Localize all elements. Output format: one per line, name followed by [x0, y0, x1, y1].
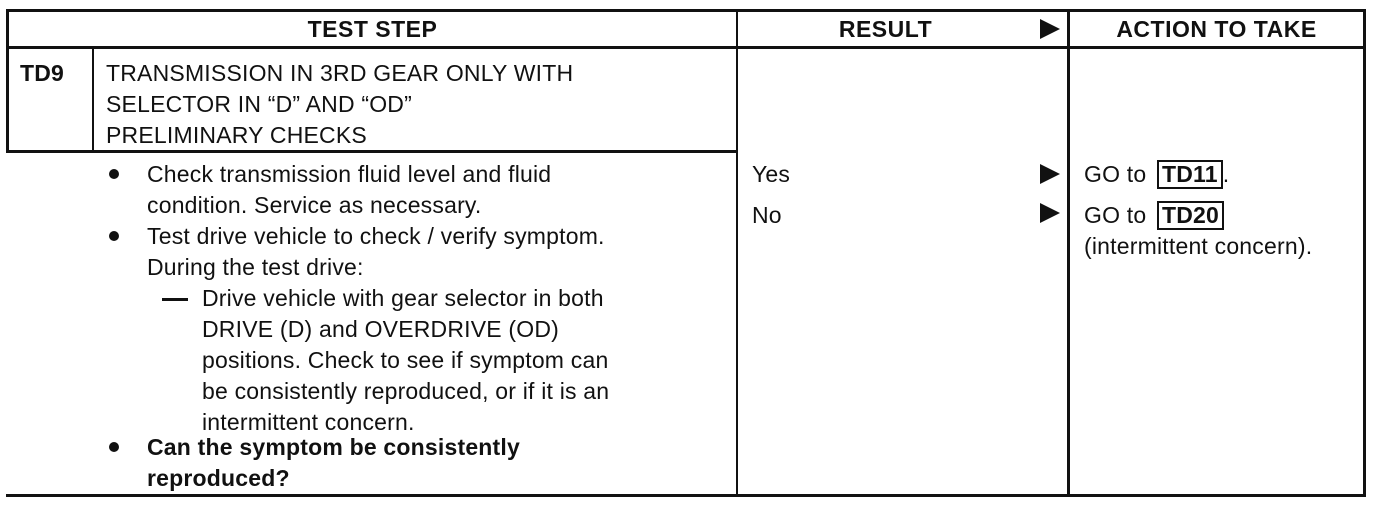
- header-bottom-border: [6, 46, 1366, 49]
- table-bottom-border: [6, 494, 1366, 497]
- procedure-line: be consistently reproduced, or if it is an: [202, 378, 610, 404]
- bullet-icon: [109, 231, 119, 241]
- procedure-line: Drive vehicle with gear selector in both: [202, 285, 604, 311]
- result-yes-arrow-icon: [1040, 164, 1060, 184]
- procedure-line: During the test drive:: [147, 254, 364, 280]
- header-result: RESULT: [838, 15, 933, 42]
- action-no: [1084, 200, 1312, 262]
- result-no-arrow-icon: [1040, 203, 1060, 223]
- header-arrow-icon: [1040, 19, 1060, 39]
- bullet-icon: [109, 442, 119, 452]
- action-no-note: (intermittent concern).: [1084, 233, 1313, 259]
- procedure-sub-item: [202, 283, 609, 438]
- column-divider-step-result: [736, 9, 738, 497]
- procedure-line: DRIVE (D) and OVERDRIVE (OD): [202, 316, 560, 342]
- step-id: TD9: [20, 60, 65, 86]
- procedure-line: Check transmission fluid level and fluid: [147, 161, 552, 187]
- dash-icon: [162, 298, 188, 301]
- procedure-line: reproduced?: [147, 465, 290, 491]
- result-yes: Yes: [752, 161, 791, 187]
- step-title: [106, 58, 573, 151]
- action-go-to-label: GO to: [1084, 202, 1147, 228]
- procedure-line: intermittent concern.: [202, 409, 415, 435]
- action-yes: [1084, 159, 1229, 190]
- header-test-step: TEST STEP: [307, 15, 438, 42]
- procedure-line: Can the symptom be consistently: [147, 434, 520, 460]
- action-ref-td20-link[interactable]: TD20: [1157, 201, 1224, 230]
- procedure-line: Test drive vehicle to check / verify symptom.: [147, 223, 605, 249]
- column-divider-result-action: [1067, 9, 1070, 497]
- procedure-line: positions. Check to see if symptom can: [202, 347, 609, 373]
- procedure-bullet-1: [147, 159, 551, 221]
- action-yes-suffix: .: [1222, 161, 1230, 187]
- step-title-line: SELECTOR IN “D” AND “OD”: [106, 91, 412, 117]
- bullet-icon: [109, 169, 119, 179]
- step-title-line: TRANSMISSION IN 3RD GEAR ONLY WITH: [106, 60, 574, 86]
- procedure-line: condition. Service as necessary.: [147, 192, 482, 218]
- step-title-line: PRELIMINARY CHECKS: [106, 122, 367, 148]
- header-action-to-take: ACTION TO TAKE: [1116, 15, 1317, 42]
- procedure-bullet-2: [147, 221, 605, 283]
- action-ref-td11-link[interactable]: TD11: [1157, 160, 1223, 189]
- procedure-question: [147, 432, 520, 494]
- step-id-divider: [92, 46, 94, 150]
- action-go-to-label: GO to: [1084, 161, 1147, 187]
- result-no: No: [752, 202, 782, 228]
- table-right-border: [1363, 9, 1366, 497]
